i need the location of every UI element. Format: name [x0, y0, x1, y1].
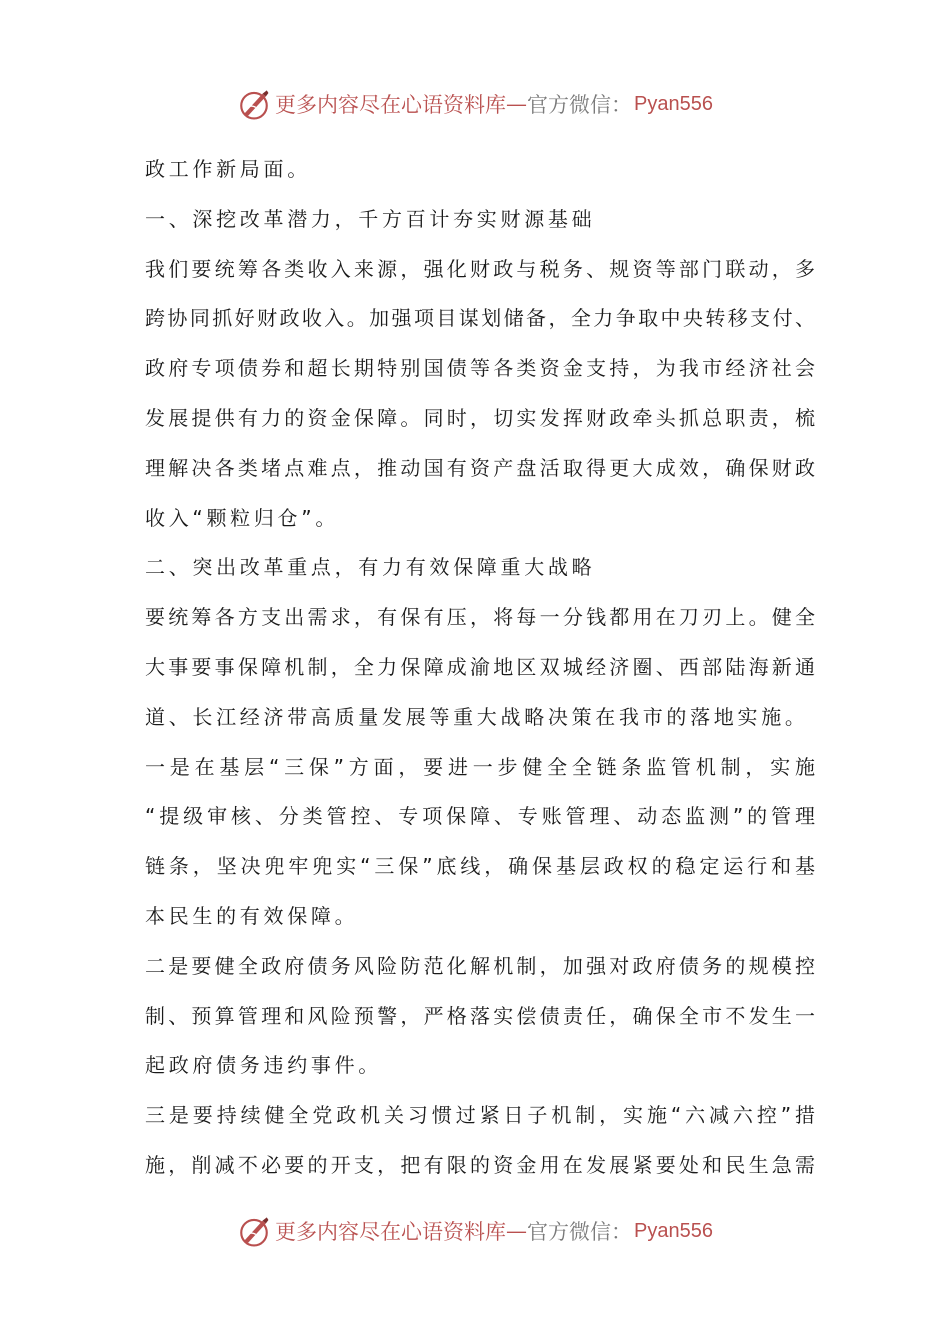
- text-line: 链条，坚决兜牢兜实“三保”底线，确保基层政权的稳定运行和基: [145, 854, 815, 879]
- text-line: 政府专项债券和超长期特别国债等各类资金支持，为我市经济社会: [145, 356, 815, 381]
- banner-wechat-id: Pyan556: [634, 1219, 713, 1242]
- text-line: 收入“颗粒归仓”。: [145, 505, 340, 530]
- text-line: “提级审核、分类管控、专项保障、专账管理、动态监测”的管理: [145, 804, 815, 829]
- text-line: 二是要健全政府债务风险防范化解机制，加强对政府债务的规模控: [145, 953, 815, 978]
- banner-prefix-text: 更多内容尽在心语资料库: [275, 1220, 507, 1244]
- text-line: 本民生的有效保障。: [145, 903, 359, 928]
- text-line: 我们要统筹各类收入来源，强化财政与税务、规资等部门联动，多: [145, 256, 815, 281]
- banner-dash: —: [506, 92, 528, 116]
- text-line: 三是要持续健全党政机关习惯过紧日子机制，实施“六减六控”措: [145, 1103, 815, 1128]
- banner-wechat-id: Pyan556: [634, 92, 713, 115]
- header-watermark-banner: [0, 84, 950, 124]
- banner-official-wechat-label: 官方微信：: [527, 93, 633, 117]
- text-line: 发展提供有力的资金保障。同时，切实发挥财政牵头抓总职责，梳: [145, 405, 815, 430]
- text-line: 一是在基层“三保”方面，要进一步健全全链条监管机制，实施: [145, 754, 815, 779]
- section-heading: 一、深挖改革潜力，千方百计夯实财源基础: [145, 206, 596, 231]
- banner-official-wechat-label: 官方微信：: [527, 1220, 633, 1244]
- text-line: 跨协同抓好财政收入。加强项目谋划储备，全力争取中央转移支付、: [145, 306, 815, 331]
- text-line: 道、长江经济带高质量发展等重大战略决策在我市的落地实施。: [145, 704, 809, 729]
- footer-watermark-banner: [0, 1211, 950, 1251]
- document-body: [145, 145, 815, 1191]
- text-line: 制、预算管理和风险预警，严格落实偿债责任，确保全市不发生一: [145, 1003, 815, 1028]
- text-line: 起政府债务违约事件。: [145, 1053, 382, 1078]
- pen-logo-icon: [237, 1214, 271, 1248]
- text-line: 施，削减不必要的开支，把有限的资金用在发展紧要处和民生急需: [145, 1152, 815, 1177]
- text-line: 政工作新局面。: [145, 157, 311, 181]
- banner-prefix-text: 更多内容尽在心语资料库: [275, 93, 507, 117]
- pen-logo-icon: [237, 87, 271, 121]
- section-heading: 二、突出改革重点，有力有效保障重大战略: [145, 555, 596, 580]
- text-line: 大事要事保障机制，全力保障成渝地区双城经济圈、西部陆海新通: [145, 654, 815, 679]
- text-line: 理解决各类堵点难点，推动国有资产盘活取得更大成效，确保财政: [145, 455, 815, 480]
- banner-dash: —: [506, 1219, 528, 1243]
- text-line: 要统筹各方支出需求，有保有压，将每一分钱都用在刀刃上。健全: [145, 605, 815, 630]
